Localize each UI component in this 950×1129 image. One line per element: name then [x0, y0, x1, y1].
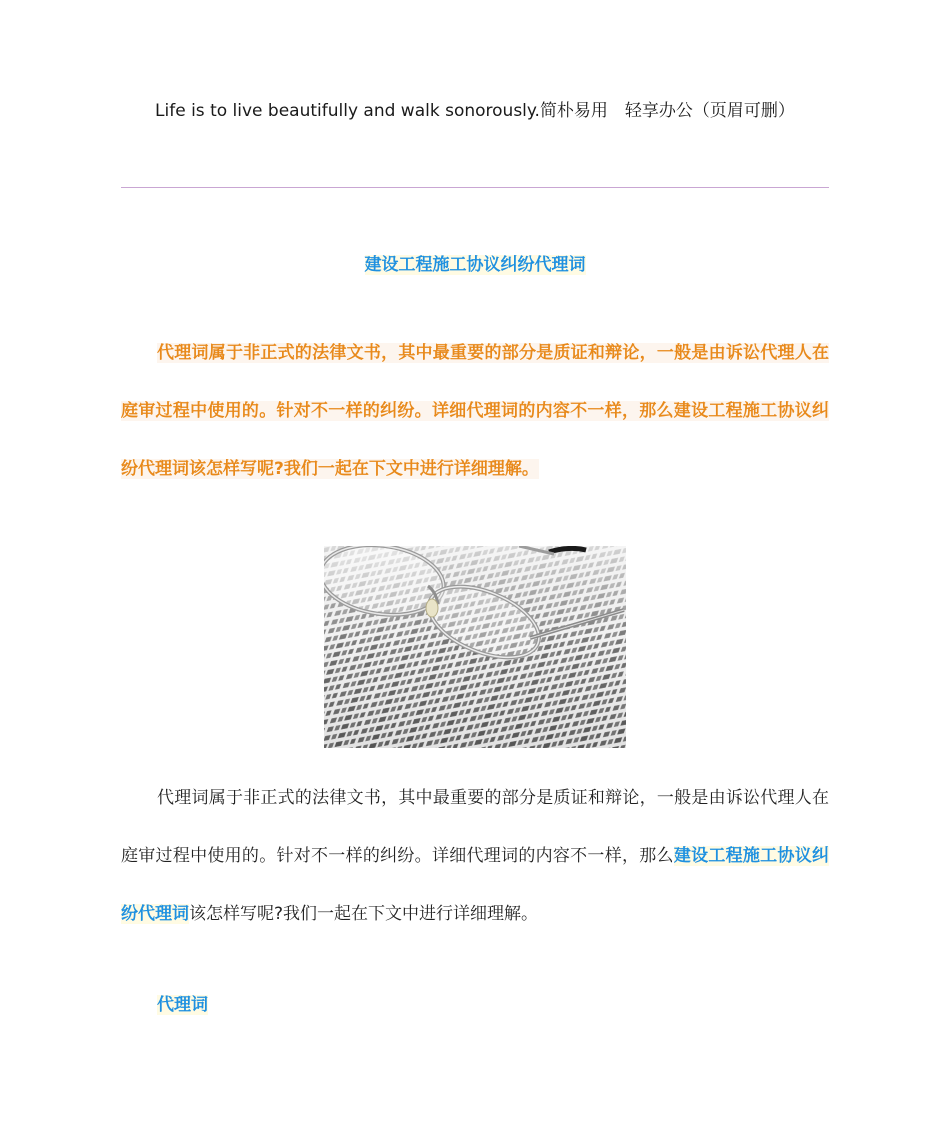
- body-paragraph-tail: 该怎样写呢?我们一起在下文中进行详细理解。: [189, 904, 539, 924]
- intro-paragraph-text: 代理词属于非正式的法律文书，其中最重要的部分是质证和辩论，一般是由诉讼代理人在庭审过程中使用的。针对不一样的纠纷。详细代理词的内容不一样，那么建设工程施工协议纠纷代理词该怎样写呢?我们一起在下文中进行详细理解。: [121, 343, 829, 479]
- eyeglasses-photo: [324, 546, 626, 748]
- body-paragraph-text: 代理词属于非正式的法律文书，其中最重要的部分是质证和辩论，一般是由诉讼代理人在庭审过程中使用的。针对不一样的纠纷。详细代理词的内容不一样，那么: [121, 788, 829, 866]
- document-title: [0, 250, 950, 275]
- document-title-text: 建设工程施工协议纠纷代理词: [364, 255, 586, 275]
- header-text: Life is to live beautifully and walk sonorously.简朴易用 轻享办公（页眉可删）: [155, 101, 795, 121]
- body-paragraph: [121, 769, 829, 943]
- intro-paragraph: [121, 324, 829, 498]
- keyword-link[interactable]: 建设工程施工协议纠纷代理词: [121, 846, 830, 924]
- header-divider: [121, 187, 829, 188]
- page-header: [0, 96, 950, 121]
- section-heading: [157, 990, 208, 1015]
- section-heading-text: 代理词: [157, 995, 208, 1015]
